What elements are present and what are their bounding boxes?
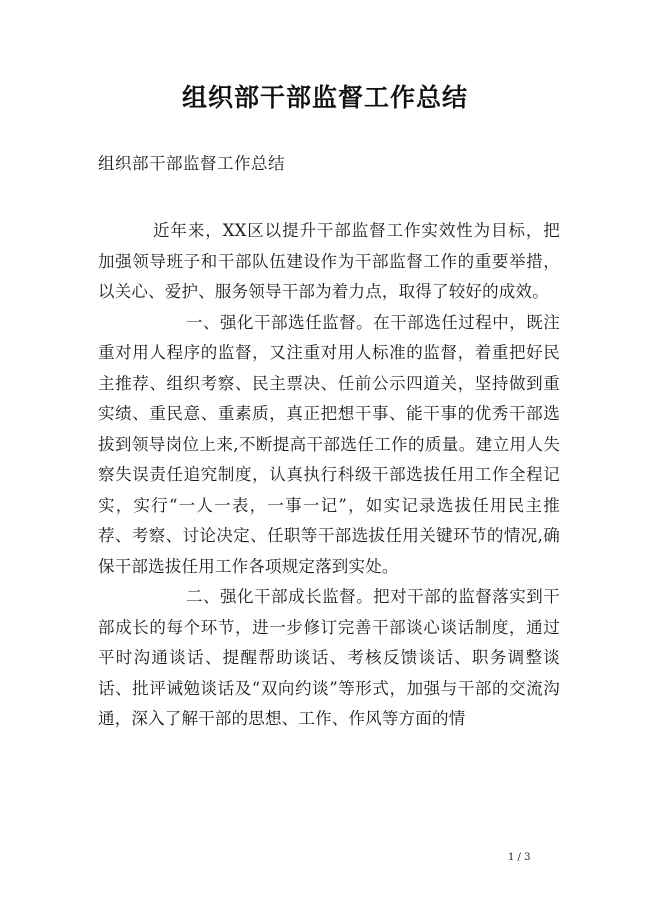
paragraph-intro: 近年来，XX区以提升干部监督工作实效性为目标，把加强领导班子和干部队伍建设作为干部监督工作的重要举措，以关心、爱护、服务领导干部为着力点，取得了较好的成效。 (98, 221, 560, 301)
document-title: 组织部干部监督工作总结 (181, 83, 468, 112)
paragraph-section-2: 二、强化干部成长监督。把对干部的监督落实到干部成长的每个环节，进一步修订完善干部谈心谈话制度，通过平时沟通谈话、提醒帮助谈话、考核反馈谈话、职务调整谈话、批评诫勉谈话及“双向约谈”等形式，加强与干部的交流沟通，深入了解干部的思想、工作、作风等方面的情 (98, 587, 560, 728)
document-body (98, 216, 560, 735)
document-subtitle: 组织部干部监督工作总结 (98, 154, 285, 173)
page-number: 1 / 3 (508, 852, 531, 863)
paragraph-section-1: 一、强化干部选任监督。在干部选任过程中，既注重对用人程序的监督，又注重对用人标准的监督，着重把好民主推荐、组织考察、民主票决、任前公示四道关，坚持做到重实绩、重民意、重素质，真正把想干事、能干事的优秀干部选拔到领导岗位上来,不断提高干部选任工作的质量。建立用人失察失误责任追究制度，认真执行科级干部选拔任用工作全程记实，实行“一人一表，一事一记”，如实记录选拔任用民主推荐、考察、讨论决定、任职等干部选拔任用关键环节的情况,确保干部选拔任用工作各项规定落到实处。 (98, 312, 560, 576)
